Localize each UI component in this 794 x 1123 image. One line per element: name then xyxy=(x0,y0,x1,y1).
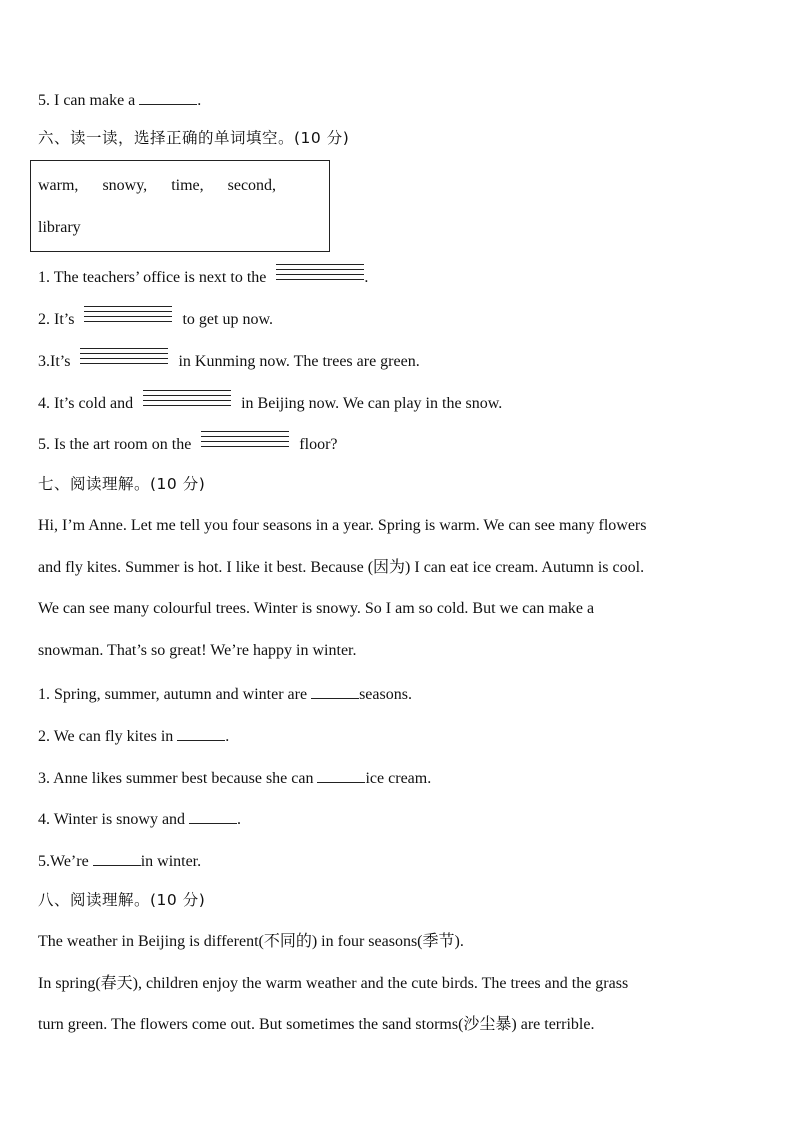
question-text: . xyxy=(237,811,242,828)
question-text: ice cream. xyxy=(365,770,432,787)
answer-blank[interactable] xyxy=(201,429,289,451)
passage-line: In spring(春天), children enjoy the warm weather and the cute birds. The trees and the grass xyxy=(38,975,629,992)
item-text: 3.It’s xyxy=(38,353,71,370)
sec6-item-4 xyxy=(38,394,502,416)
sec7-question-3 xyxy=(38,766,431,789)
word-bank-row-1 xyxy=(38,177,296,195)
question-text: 5.We’re xyxy=(38,853,89,870)
q5-text: 5. I can make a xyxy=(38,92,136,109)
passage-line: and fly kites. Summer is hot. I like it best. Because (因为) I can eat ice cream. Autumn is cool. xyxy=(38,559,645,576)
item-text: 4. It’s cold and xyxy=(38,395,134,412)
item-text: . xyxy=(364,269,369,286)
question-text: in winter. xyxy=(140,853,202,870)
passage-line: The weather in Beijing is different(不同的) in four seasons(季节). xyxy=(38,933,464,950)
passage-line: turn green. The flowers come out. But sometimes the sand storms(沙尘暴) are terrible. xyxy=(38,1016,595,1033)
item-text: to get up now. xyxy=(182,311,273,328)
sec7-question-4 xyxy=(38,807,241,830)
section-8-heading: 八、阅读理解。(10 分) xyxy=(38,891,206,909)
answer-blank[interactable] xyxy=(189,807,237,824)
sec6-item-1 xyxy=(38,268,368,290)
word-bank-word: time, xyxy=(171,177,204,194)
question-text: . xyxy=(225,728,230,745)
sec7-question-2 xyxy=(38,724,229,747)
passage-line: Hi, I’m Anne. Let me tell you four seasons in a year. Spring is warm. We can see many flowers xyxy=(38,517,647,534)
passage-line: snowman. That’s so great! We’re happy in winter. xyxy=(38,642,357,659)
passage-line: We can see many colourful trees. Winter is snowy. So I am so cold. But we can make a xyxy=(38,600,595,617)
item-text: in Beijing now. We can play in the snow. xyxy=(241,395,503,412)
sec6-item-3 xyxy=(38,352,420,374)
answer-blank[interactable] xyxy=(311,682,359,699)
answer-blank[interactable] xyxy=(93,849,141,866)
answer-blank[interactable] xyxy=(139,88,197,105)
answer-blank[interactable] xyxy=(80,346,168,368)
word-bank-word: snowy, xyxy=(102,177,148,194)
item-text: 2. It’s xyxy=(38,311,75,328)
q5-end: . xyxy=(197,92,202,109)
sec7-question-5 xyxy=(38,849,201,872)
word-bank-word: warm, xyxy=(38,177,79,194)
answer-blank[interactable] xyxy=(143,388,231,410)
word-bank-word: second, xyxy=(227,177,277,194)
answer-blank[interactable] xyxy=(84,304,172,326)
question-text: 4. Winter is snowy and xyxy=(38,811,186,828)
item-text: 1. The teachers’ office is next to the xyxy=(38,269,267,286)
q5-make xyxy=(38,88,201,111)
sec6-item-2 xyxy=(38,310,273,332)
word-bank-box xyxy=(30,160,330,252)
item-text: in Kunming now. The trees are green. xyxy=(178,353,420,370)
question-text: 1. Spring, summer, autumn and winter are xyxy=(38,686,308,703)
sec7-question-1 xyxy=(38,682,412,705)
answer-blank[interactable] xyxy=(276,262,364,284)
word-bank-word: library xyxy=(38,219,81,236)
question-text: 2. We can fly kites in xyxy=(38,728,174,745)
item-text: 5. Is the art room on the xyxy=(38,436,192,453)
question-text: 3. Anne likes summer best because she can xyxy=(38,770,314,787)
item-text: floor? xyxy=(299,436,338,453)
sec6-item-5 xyxy=(38,435,338,457)
section-7-heading: 七、阅读理解。(10 分) xyxy=(38,475,206,493)
section-6-heading: 六、读一读，选择正确的单词填空。(10 分) xyxy=(38,129,350,147)
word-bank-row-2 xyxy=(38,219,101,237)
answer-blank[interactable] xyxy=(317,766,365,783)
question-text: seasons. xyxy=(359,686,412,703)
answer-blank[interactable] xyxy=(177,724,225,741)
